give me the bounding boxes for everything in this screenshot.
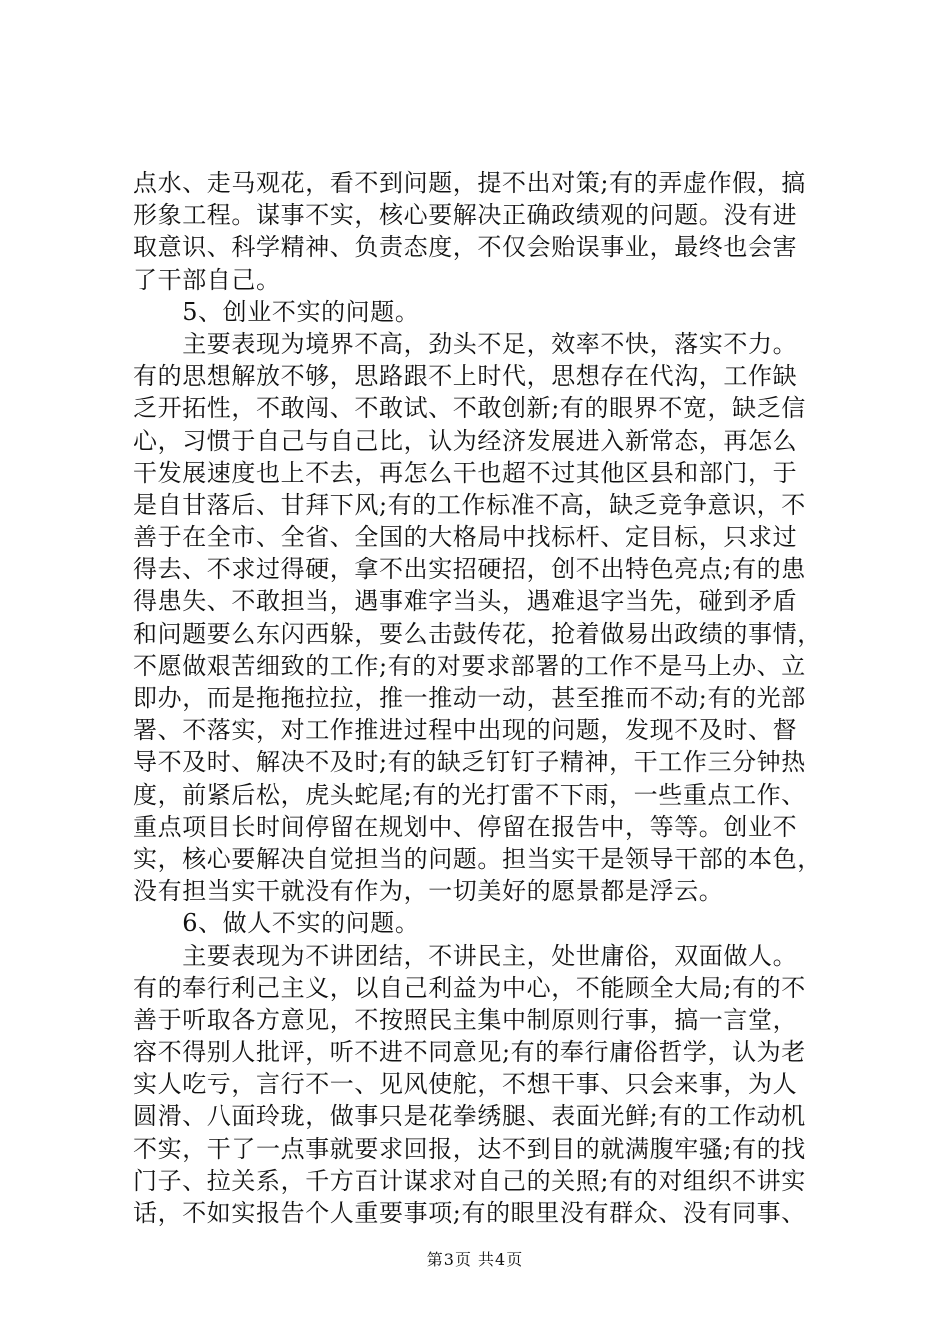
text-line: 善于听取各方意见，不按照民主集中制原则行事，搞一言堂， <box>133 1005 798 1034</box>
text-line: 没有担当实干就没有作为，一切美好的愿景都是浮云。 <box>133 877 724 906</box>
text-line: 主要表现为境界不高，劲头不足，效率不快，落实不力。 <box>133 329 798 358</box>
text-line: 有的思想解放不够，思路跟不上时代，思想存在代沟，工作缺 <box>133 362 798 391</box>
body-text <box>133 167 826 1229</box>
section-heading: 6、做人不实的问题。 <box>133 909 420 938</box>
text-line: 主要表现为不讲团结，不讲民主，处世庸俗，双面做人。 <box>133 941 798 970</box>
text-line: 重点项目长时间停留在规划中、停留在报告中，等等。创业不 <box>133 812 798 841</box>
text-line: 度，前紧后松，虎头蛇尾;有的光打雷不下雨，一些重点工作、 <box>133 780 806 809</box>
text-line: 不实，干了一点事就要求回报，达不到目的就满腹牢骚;有的找 <box>133 1134 806 1163</box>
page-number-footer: 第3页 共4页 <box>426 1250 524 1269</box>
text-line: 形象工程。谋事不实，核心要解决正确政绩观的问题。没有进 <box>133 201 798 230</box>
text-line: 实人吃亏，言行不一、见风使舵，不想干事、只会来事，为人 <box>133 1070 798 1099</box>
text-line: 容不得别人批评，听不进不同意见;有的奉行庸俗哲学，认为老 <box>133 1038 806 1067</box>
text-line: 署、不落实，对工作推进过程中出现的问题，发现不及时、督 <box>133 716 798 745</box>
text-line: 不愿做艰苦细致的工作;有的对要求部署的工作不是马上办、立 <box>133 651 806 680</box>
text-line: 门子、拉关系，千方百计谋求对自己的关照;有的对组织不讲实 <box>133 1166 806 1195</box>
text-line: 了干部自己。 <box>133 265 281 294</box>
text-line: 有的奉行利己主义，以自己利益为中心，不能顾全大局;有的不 <box>133 973 806 1002</box>
text-line: 圆滑、八面玲珑，做事只是花拳绣腿、表面光鲜;有的工作动机 <box>133 1102 806 1131</box>
text-line: 即办，而是拖拖拉拉，推一推动一动，甚至推而不动;有的光部 <box>133 684 806 712</box>
text-line: 点水、走马观花，看不到问题，提不出对策;有的弄虚作假，搞 <box>133 169 806 197</box>
text-line: 取意识、科学精神、负责态度，不仅会贻误事业，最终也会害 <box>133 233 798 262</box>
text-line: 乏开拓性，不敢闯、不敢试、不敢创新;有的眼界不宽，缺乏信 <box>133 394 806 423</box>
text-line: 导不及时、解决不及时;有的缺乏钉钉子精神，干工作三分钟热 <box>133 748 806 777</box>
text-line: 实，核心要解决自觉担当的问题。担当实干是领导干部的本色， <box>133 844 822 873</box>
text-line: 得患失、不敢担当，遇事难字当头，遇难退字当先，碰到矛盾 <box>133 587 798 616</box>
text-line: 心，习惯于自己与自己比，认为经济发展进入新常态，再怎么 <box>133 426 798 455</box>
text-line: 话，不如实报告个人重要事项;有的眼里没有群众、没有同事、 <box>133 1199 806 1227</box>
section-heading: 5、创业不实的问题。 <box>133 297 420 326</box>
text-line: 和问题要么东闪西躲，要么击鼓传花，抢着做易出政绩的事情， <box>133 619 822 648</box>
text-line: 善于在全市、全省、全国的大格局中找标杆、定目标，只求过 <box>133 523 798 552</box>
text-line: 干发展速度也上不去，再怎么干也超不过其他区县和部门，于 <box>133 458 798 487</box>
text-line: 得去、不求过得硬，拿不出实招硬招，创不出特色亮点;有的患 <box>133 555 806 584</box>
text-line: 是自甘落后、甘拜下风;有的工作标准不高，缺乏竞争意识，不 <box>133 490 806 519</box>
